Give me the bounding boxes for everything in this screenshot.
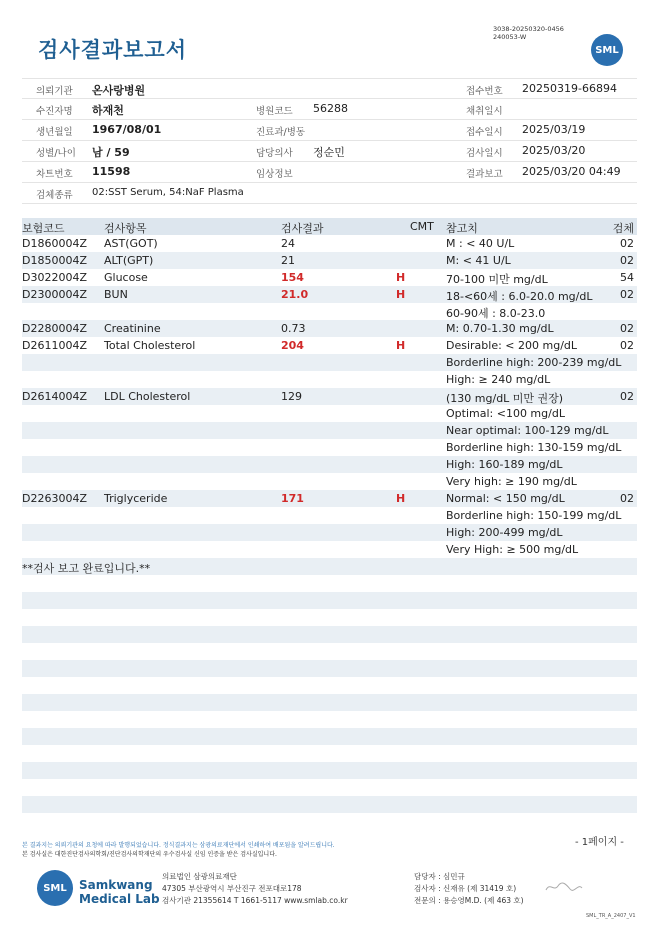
table-row [22,524,637,541]
footer-notice [22,842,335,859]
birth-label: 생년월일 [36,127,73,138]
cell-result: 21 [281,254,295,267]
staff-line-1: 담당자 : 심민규 [414,872,465,881]
cell-ref: Optimal: <100 mg/dL [446,407,565,420]
sml-logo: SML [591,34,623,66]
blank-row [22,643,637,660]
cell-name: ALT(GPT) [104,254,154,267]
cell-code: D1860004Z [22,237,87,250]
cell-specimen: 02 [620,339,634,352]
cell-ref: Normal: < 150 mg/dL [446,492,565,505]
table-body [22,235,637,830]
receipt-date-label: 접수일시 [466,127,503,138]
lab-name-line-1: Samkwang [79,878,153,892]
lab-staff [414,871,524,907]
table-row [22,252,637,269]
blank-row [22,813,637,830]
cell-ref: M: < 41 U/L [446,254,511,267]
cell-specimen: 02 [620,237,634,250]
cell-name: Glucose [104,271,148,284]
cell-ref: Very High: ≥ 500 mg/dL [446,543,579,556]
table-header [22,218,637,235]
info-row [22,162,637,183]
table-row [22,303,637,320]
blank-row [22,626,637,643]
header-code: 보험코드 [22,222,65,235]
table-row [22,354,637,371]
cell-ref: High: ≥ 240 mg/dL [446,373,551,386]
cell-name: LDL Cholesterol [104,390,191,403]
cell-result: 204 [281,339,304,352]
doctor-value: 정순민 [313,146,345,159]
report-title: 검사결과보고서 [38,38,188,62]
notice-line-1: 본 결과지는 의뢰기관의 요청에 따라 발행되었습니다. 정식결과지는 삼광의료재단에서 인쇄하여 배포됨을 알려드립니다. [22,842,335,849]
hospital-label: 의뢰기관 [36,86,73,97]
cell-ref: Borderline high: 150-199 mg/dL [446,509,622,522]
cell-ref: Very high: ≥ 190 mg/dL [446,475,577,488]
cell-ref: M : < 40 U/L [446,237,515,250]
receipt-date-value: 2025/03/19 [522,123,586,136]
cell-specimen: 02 [620,492,634,505]
cell-specimen: 02 [620,288,634,301]
table-row [22,405,637,422]
name-value: 하재천 [92,104,124,117]
cell-cmt: H [396,339,406,352]
table-row [22,456,637,473]
cell-ref: M: 0.70-1.30 mg/dL [446,322,554,335]
cell-code: **검사 보고 완료입니다.** [22,562,151,575]
staff-line-2: 검사자 : 신재유 (제 31419 호) [414,884,517,893]
table-row [22,558,637,575]
cell-result: 154 [281,271,304,284]
cell-result: 129 [281,390,302,403]
lab-address [162,871,348,907]
sex-age-label: 성별/나이 [36,148,76,159]
hosp-code-value: 56288 [313,102,348,115]
cell-specimen: 02 [620,390,634,403]
signature [544,880,584,897]
info-row [22,78,637,99]
cell-cmt: H [396,288,406,301]
blank-row [22,762,637,779]
page-number: - 1페이지 - [575,837,624,848]
table-row [22,235,637,252]
patient-info [22,78,637,204]
cell-name: AST(GOT) [104,237,158,250]
lab-name [79,878,160,906]
cell-code: D2280004Z [22,322,87,335]
blank-row [22,592,637,609]
blank-row [22,745,637,762]
cell-ref: 18-<60세 : 6.0-20.0 mg/dL [446,290,593,303]
cell-ref: 70-100 미만 mg/dL [446,273,548,286]
blank-row [22,728,637,745]
test-date-label: 검사일시 [466,148,503,159]
specimen-label: 검체종류 [36,190,73,201]
table-row [22,269,637,286]
collect-date-label: 채취일시 [466,106,503,117]
table-row [22,320,637,337]
address-line-3: 검사기관 21355614 T 1661-5117 www.smlab.co.kr [162,896,348,905]
cell-result: 24 [281,237,295,250]
cell-ref: High: 200-499 mg/dL [446,526,563,539]
cell-code: D1850004Z [22,254,87,267]
table-row [22,286,637,303]
sex-age-value: 남 / 59 [92,146,130,159]
document-id-line-2: 240053-W [493,33,527,41]
info-row [22,141,637,162]
cell-result: 171 [281,492,304,505]
doctor-label: 담당의사 [256,148,293,159]
table-row [22,541,637,558]
results-table [22,218,637,830]
footer-sml-logo: SML [37,870,73,906]
header-ref: 참고치 [446,222,478,235]
table-row [22,337,637,354]
cell-code: D2611004Z [22,339,87,352]
cell-specimen: 54 [620,271,634,284]
table-row [22,507,637,524]
hosp-code-label: 병원코드 [256,106,293,117]
header-specimen: 검체 [612,222,634,235]
receipt-no-value: 20250319-66894 [522,82,617,95]
table-row [22,473,637,490]
address-line-2: 47305 부산광역시 부산진구 전포대로178 [162,884,302,893]
cell-result: 21.0 [281,288,309,301]
cell-result: 0.73 [281,322,306,335]
dept-label: 진료과/병동 [256,127,306,138]
cell-specimen: 02 [620,322,634,335]
blank-row [22,677,637,694]
cell-ref: (130 mg/dL 미만 권장) [446,392,564,405]
chart-label: 차트번호 [36,169,73,180]
cell-name: Creatinine [104,322,161,335]
header-result: 검사결과 [281,222,324,235]
lab-name-line-2: Medical Lab [79,892,160,906]
report-date-label: 결과보고 [466,169,503,180]
receipt-no-label: 접수번호 [466,86,503,97]
table-row [22,388,637,405]
staff-line-3: 전문의 : 용승영M.D. (제 463 호) [414,896,524,905]
cell-ref: Desirable: < 200 mg/dL [446,339,578,352]
cell-ref: 60-90세 : 8.0-23.0 [446,307,546,320]
hospital-value: 온사랑병원 [92,84,146,97]
cell-ref: Near optimal: 100-129 mg/dL [446,424,609,437]
blank-row [22,609,637,626]
blank-row [22,575,637,592]
info-row [22,120,637,141]
cell-code: D2614004Z [22,390,87,403]
blank-row [22,711,637,728]
table-row [22,439,637,456]
cell-name: Triglyceride [104,492,168,505]
info-row [22,99,637,120]
header-name: 검사항목 [104,222,147,235]
cell-name: Total Cholesterol [104,339,196,352]
table-row [22,490,637,507]
cell-ref: Borderline high: 130-159 mg/dL [446,441,622,454]
cell-cmt: H [396,271,406,284]
birth-value: 1967/08/01 [92,123,162,136]
cell-code: D2263004Z [22,492,87,505]
report-date-value: 2025/03/20 04:49 [522,165,621,178]
name-label: 수진자명 [36,106,73,117]
blank-row [22,779,637,796]
cell-ref: High: 160-189 mg/dL [446,458,563,471]
specimen-value: 02:SST Serum, 54:NaF Plasma [92,187,244,198]
test-date-value: 2025/03/20 [522,144,586,157]
chart-value: 11598 [92,165,131,178]
cell-ref: Borderline high: 200-239 mg/dL [446,356,622,369]
cell-cmt: H [396,492,406,505]
table-row [22,371,637,388]
table-row [22,422,637,439]
notice-line-2: 본 검사실은 대한진단검사의학회/진단검사의학재단의 우수검사실 신임 인증을 받은 검사실입니다. [22,850,277,858]
cell-code: D3022004Z [22,271,87,284]
info-row [22,183,637,204]
cell-code: D2300004Z [22,288,87,301]
cell-name: BUN [104,288,128,301]
blank-row [22,694,637,711]
header-cmt: CMT [410,220,434,233]
document-id [493,25,564,41]
address-line-1: 의료법인 삼광의료재단 [162,872,237,881]
clinical-label: 임상정보 [256,169,293,180]
cell-specimen: 02 [620,254,634,267]
form-id: SML_TR_A_2407_V1 [586,913,636,919]
blank-row [22,796,637,813]
signature-scribble [544,880,584,894]
document-id-line-1: 3038-20250320-0456 [493,25,564,33]
blank-row [22,660,637,677]
